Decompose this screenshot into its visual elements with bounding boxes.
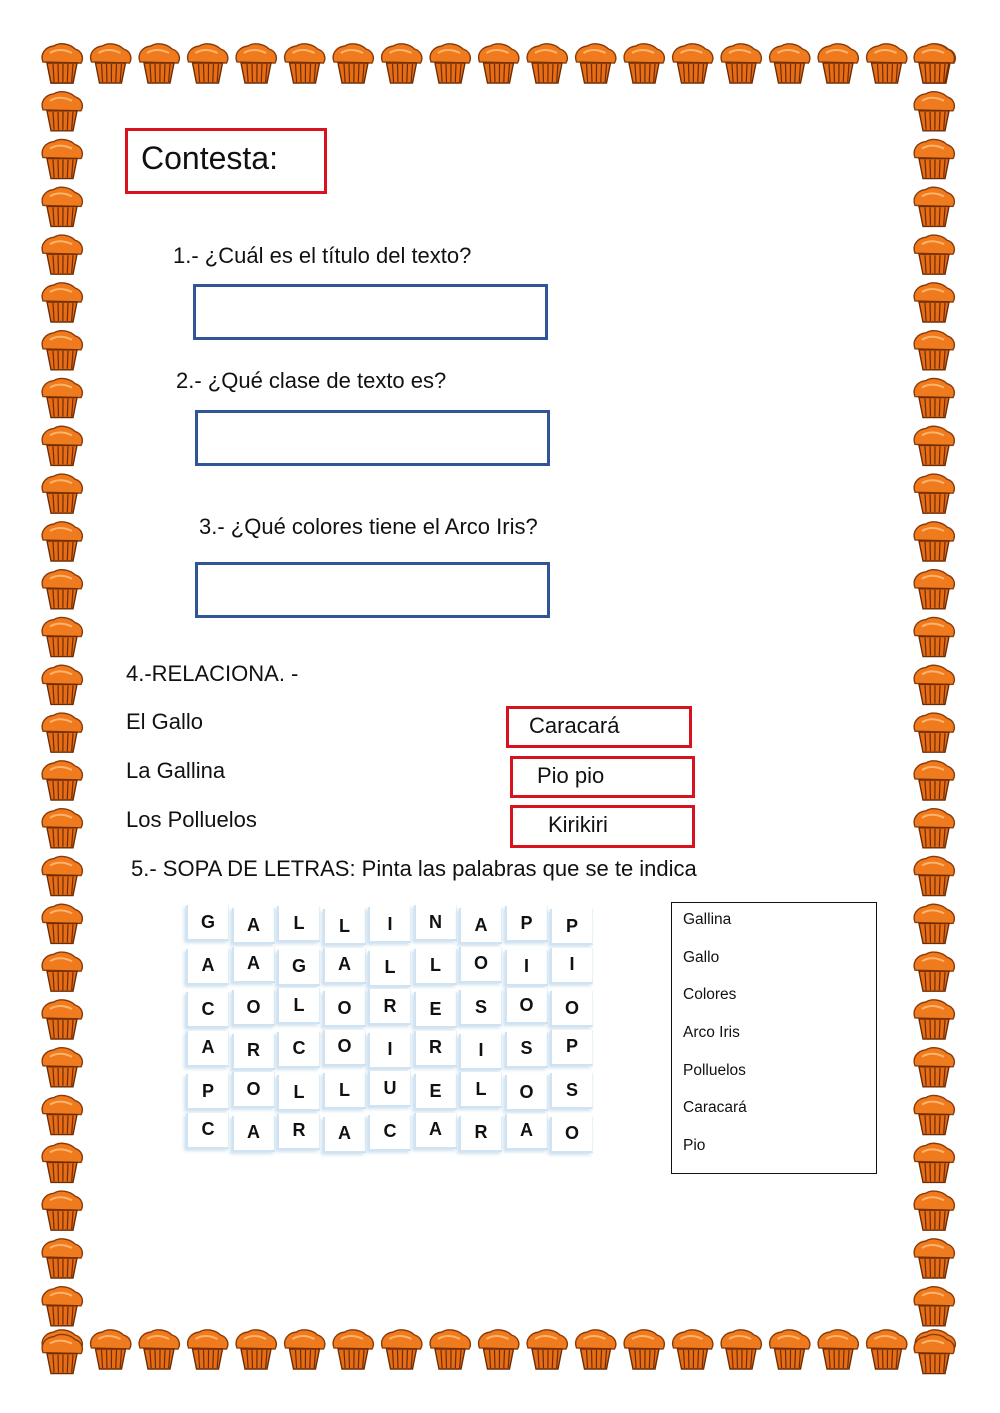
muffin-icon xyxy=(914,139,954,178)
muffin-icon xyxy=(818,1330,858,1369)
muffin-icon xyxy=(914,92,954,131)
muffin-icon xyxy=(914,761,954,800)
muffin-icon xyxy=(42,665,82,704)
muffin-icon xyxy=(188,1330,228,1369)
letter-tile[interactable]: S xyxy=(550,1073,593,1109)
sound-box-pio-pio[interactable]: Pio pio xyxy=(510,756,695,798)
question-1: 1.- ¿Cuál es el título del texto? xyxy=(173,243,472,268)
match-item-gallina: La Gallina xyxy=(126,758,226,783)
letter-tile[interactable]: A xyxy=(323,948,366,984)
word-pio: Pio xyxy=(683,1137,706,1154)
letter-tile[interactable]: N xyxy=(414,905,457,941)
sopa-heading: 5.- SOPA DE LETRAS: Pinta las palabras que se te indica xyxy=(131,856,697,881)
letter-tile[interactable]: P xyxy=(550,1030,593,1066)
letter-tile[interactable]: L xyxy=(368,951,411,987)
muffin-icon xyxy=(914,378,954,417)
muffin-icon xyxy=(42,187,82,226)
muffin-icon xyxy=(914,522,954,561)
muffin-icon xyxy=(42,1095,82,1134)
sound-box-caracara[interactable]: Caracará xyxy=(506,706,692,748)
muffin-icon xyxy=(333,1330,373,1369)
letter-tile[interactable]: O xyxy=(505,988,548,1024)
muffin-icon xyxy=(139,44,179,83)
muffin-icon xyxy=(42,809,82,848)
muffin-icon xyxy=(914,617,954,656)
muffin-icon xyxy=(42,761,82,800)
word-gallina: Gallina xyxy=(683,911,732,928)
letter-tile[interactable]: I xyxy=(505,950,548,986)
letter-tile[interactable]: R xyxy=(459,1116,502,1152)
muffin-icon xyxy=(42,570,82,609)
letter-tile[interactable]: C xyxy=(277,1032,320,1068)
muffin-icon xyxy=(42,713,82,752)
letter-tile[interactable]: I xyxy=(459,1034,502,1070)
muffin-icon xyxy=(914,1095,954,1134)
match-item-gallo: El Gallo xyxy=(126,709,204,734)
letter-tile[interactable]: S xyxy=(459,990,502,1026)
letter-tile[interactable]: P xyxy=(550,909,593,945)
letter-tile[interactable]: A xyxy=(186,949,229,985)
letter-tile[interactable]: A xyxy=(414,1113,457,1149)
word-colores: Colores xyxy=(683,986,737,1003)
muffin-icon xyxy=(42,426,82,465)
muffin-icon xyxy=(914,809,954,848)
letter-tile[interactable]: E xyxy=(414,992,457,1028)
answer-box-3[interactable] xyxy=(195,562,550,618)
word-polluelos: Polluelos xyxy=(683,1062,746,1079)
muffin-icon xyxy=(914,1000,954,1039)
letter-tile[interactable]: E xyxy=(414,1074,457,1110)
letter-tile[interactable]: S xyxy=(505,1032,548,1068)
muffin-icon xyxy=(42,44,82,83)
muffin-icon xyxy=(914,474,954,513)
muffin-icon xyxy=(42,952,82,991)
letter-tile[interactable]: O xyxy=(232,1072,275,1108)
muffin-icon xyxy=(42,92,82,131)
muffin-icon xyxy=(285,1330,325,1369)
letter-tile[interactable]: R xyxy=(414,1031,457,1067)
muffin-icon xyxy=(914,1191,954,1230)
letter-tile[interactable]: L xyxy=(323,1073,366,1109)
muffin-icon xyxy=(914,952,954,991)
muffin-icon xyxy=(818,44,858,83)
muffin-icon xyxy=(42,856,82,895)
muffin-icon xyxy=(770,44,810,83)
muffin-icon xyxy=(42,904,82,943)
letter-tile[interactable]: R xyxy=(277,1114,320,1150)
muffin-icon xyxy=(914,1287,954,1326)
muffin-icon xyxy=(42,1191,82,1230)
muffin-icon xyxy=(867,44,907,83)
muffin-icon xyxy=(721,44,761,83)
muffin-icon xyxy=(914,331,954,370)
muffin-icon xyxy=(914,1143,954,1182)
muffin-icon xyxy=(236,44,276,83)
muffin-icon xyxy=(479,44,519,83)
match-item-polluelos: Los Polluelos xyxy=(126,807,257,832)
muffin-icon xyxy=(914,44,954,83)
muffin-icon xyxy=(42,331,82,370)
muffin-icon xyxy=(91,1330,131,1369)
muffin-icon xyxy=(139,1330,179,1369)
muffin-icon xyxy=(42,474,82,513)
letter-tile[interactable]: I xyxy=(368,907,411,943)
letter-tile[interactable]: O xyxy=(550,1117,593,1153)
letter-tile[interactable]: P xyxy=(186,1074,229,1110)
muffin-icon xyxy=(42,1000,82,1039)
letter-tile[interactable]: G xyxy=(277,950,320,986)
muffin-icon xyxy=(914,1334,954,1373)
muffin-icon xyxy=(430,1330,470,1369)
muffin-icon xyxy=(382,44,422,83)
letter-tile[interactable]: L xyxy=(277,1075,320,1111)
muffin-icon xyxy=(673,1330,713,1369)
muffin-icon xyxy=(236,1330,276,1369)
letter-tile[interactable]: R xyxy=(232,1034,275,1070)
letter-tile[interactable]: R xyxy=(368,989,411,1025)
muffin-icon xyxy=(42,1048,82,1087)
question-3: 3.- ¿Qué colores tiene el Arco Iris? xyxy=(199,514,538,539)
letter-tile[interactable]: I xyxy=(368,1033,411,1069)
question-2: 2.- ¿Qué clase de texto es? xyxy=(176,368,447,393)
letter-tile[interactable]: O xyxy=(459,947,502,983)
muffin-icon xyxy=(624,1330,664,1369)
word-caracara: Caracará xyxy=(683,1099,747,1116)
muffin-icon xyxy=(285,44,325,83)
letter-tile[interactable]: C xyxy=(186,992,229,1028)
letter-tile[interactable]: O xyxy=(550,991,593,1027)
letter-tile[interactable]: A xyxy=(186,1031,229,1067)
letter-tile[interactable]: A xyxy=(505,1114,548,1150)
letter-tile[interactable]: A xyxy=(232,1116,275,1152)
letter-tile[interactable]: L xyxy=(459,1072,502,1108)
muffin-icon xyxy=(770,1330,810,1369)
muffin-icon xyxy=(42,522,82,561)
muffin-icon xyxy=(42,1287,82,1326)
muffin-icon xyxy=(42,283,82,322)
letter-tile[interactable]: O xyxy=(505,1075,548,1111)
answer-box-1[interactable] xyxy=(193,284,548,340)
muffin-icon xyxy=(673,44,713,83)
muffin-icon xyxy=(42,139,82,178)
muffin-icon xyxy=(527,1330,567,1369)
muffin-icon xyxy=(867,1330,907,1369)
muffin-icon xyxy=(42,235,82,274)
muffin-icon xyxy=(42,1239,82,1278)
letter-tile[interactable]: C xyxy=(186,1113,229,1149)
muffin-icon xyxy=(914,235,954,274)
muffin-icon xyxy=(624,44,664,83)
letter-tile[interactable]: U xyxy=(368,1071,411,1107)
letter-tile[interactable]: A xyxy=(459,908,502,944)
muffin-icon xyxy=(333,44,373,83)
letter-tile[interactable]: G xyxy=(186,905,229,941)
letter-tile[interactable]: L xyxy=(277,906,320,942)
muffin-icon xyxy=(382,1330,422,1369)
letter-tile[interactable]: P xyxy=(505,906,548,942)
muffin-icon xyxy=(430,44,470,83)
relaciona-heading: 4.-RELACIONA. - xyxy=(126,661,299,686)
muffin-icon xyxy=(914,904,954,943)
letter-tile[interactable]: I xyxy=(550,948,593,984)
muffin-icon xyxy=(721,1330,761,1369)
letter-tile[interactable]: L xyxy=(414,949,457,985)
letter-tile[interactable]: O xyxy=(323,991,366,1027)
letter-tile[interactable]: O xyxy=(323,1030,366,1066)
word-gallo: Gallo xyxy=(683,949,720,966)
muffin-icon xyxy=(914,187,954,226)
muffin-icon xyxy=(914,283,954,322)
sound-box-kirikiri[interactable]: Kirikiri xyxy=(510,805,695,848)
muffin-icon xyxy=(576,44,616,83)
muffin-icon xyxy=(42,378,82,417)
muffin-icon xyxy=(914,1239,954,1278)
muffin-icon xyxy=(91,44,131,83)
answer-box-2[interactable] xyxy=(195,410,550,466)
letter-tile[interactable]: A xyxy=(323,1117,366,1153)
muffin-icon xyxy=(42,617,82,656)
muffin-icon xyxy=(576,1330,616,1369)
letter-tile[interactable]: A xyxy=(232,908,275,944)
page-title: Contesta: xyxy=(141,140,278,176)
letter-tile[interactable]: L xyxy=(277,988,320,1024)
letter-tile[interactable]: A xyxy=(232,947,275,983)
letter-tile[interactable]: O xyxy=(232,990,275,1026)
muffin-icon xyxy=(914,856,954,895)
muffin-icon xyxy=(914,713,954,752)
muffin-icon xyxy=(914,570,954,609)
muffin-icon xyxy=(914,665,954,704)
muffin-icon xyxy=(914,1048,954,1087)
muffin-icon xyxy=(42,1143,82,1182)
letter-tile[interactable]: L xyxy=(323,909,366,945)
muffin-icon xyxy=(914,426,954,465)
word-arco-iris: Arco Iris xyxy=(683,1024,740,1041)
muffin-icon xyxy=(188,44,228,83)
muffin-icon xyxy=(479,1330,519,1369)
letter-tile[interactable]: C xyxy=(368,1115,411,1151)
muffin-icon xyxy=(527,44,567,83)
muffin-icon xyxy=(42,1334,82,1373)
